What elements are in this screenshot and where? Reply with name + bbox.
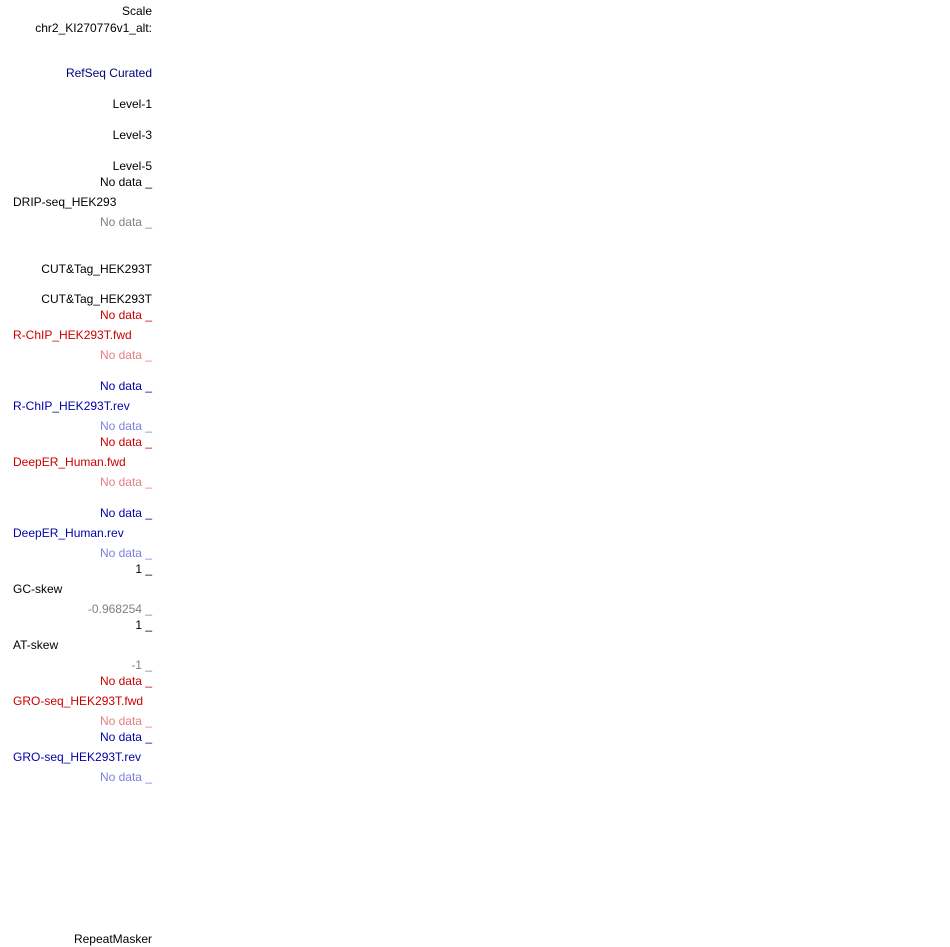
at-skew-track-label[interactable]: AT-skew [13,638,59,652]
gc-skew-min-value: -0.968254 _ [87,602,152,616]
r-chip-fwd-max-value: No data _ [99,308,152,322]
r-chip-rev-min-value: No data _ [99,419,152,433]
level-3-label: Level-3 [112,128,152,142]
drip-seq-max-value: No data _ [99,175,152,189]
at-skew-max-value: 1 _ [135,618,152,632]
r-chip-fwd-track-label[interactable]: R-ChIP_HEK293T.fwd [13,328,132,342]
refseq-curated-track-label[interactable]: RefSeq Curated [65,66,152,80]
deeper-fwd-min-value: No data _ [99,475,152,489]
at-skew-min-value: -1 _ [131,658,152,672]
gro-seq-rev-max-value: No data _ [99,730,152,744]
gro-seq-rev-min-value: No data _ [99,770,152,784]
deeper-fwd-track-label[interactable]: DeepER_Human.fwd [13,455,126,469]
gc-skew-track-label[interactable]: GC-skew [13,582,63,596]
drip-seq-min-value: No data _ [99,215,152,229]
deeper-rev-min-value: No data _ [99,546,152,560]
gro-seq-fwd-min-value: No data _ [99,714,152,728]
gro-seq-rev-track-label[interactable]: GRO-seq_HEK293T.rev [13,750,142,764]
gc-skew-max-value: 1 _ [135,562,152,576]
cut-tag-track-label-2[interactable]: CUT&Tag_HEK293T [41,292,152,306]
scale-label[interactable]: Scale [121,4,152,18]
level-5-label: Level-5 [112,159,152,173]
cut-tag-track-label-1[interactable]: CUT&Tag_HEK293T [41,262,152,276]
deeper-rev-max-value: No data _ [99,506,152,520]
gro-seq-fwd-max-value: No data _ [99,674,152,688]
level-1-label: Level-1 [112,97,152,111]
deeper-fwd-max-value: No data _ [99,435,152,449]
chromosome-label[interactable]: chr2_KI270776v1_alt: [35,21,152,35]
r-chip-fwd-min-value: No data _ [99,348,152,362]
gro-seq-fwd-track-label[interactable]: GRO-seq_HEK293T.fwd [13,694,144,708]
r-chip-rev-max-value: No data _ [99,379,152,393]
drip-seq-track-label[interactable]: DRIP-seq_HEK293 [13,195,117,209]
deeper-rev-track-label[interactable]: DeepER_Human.rev [13,526,124,540]
r-chip-rev-track-label[interactable]: R-ChIP_HEK293T.rev [13,399,130,413]
repeatmasker-track-label[interactable]: RepeatMasker [73,932,152,946]
